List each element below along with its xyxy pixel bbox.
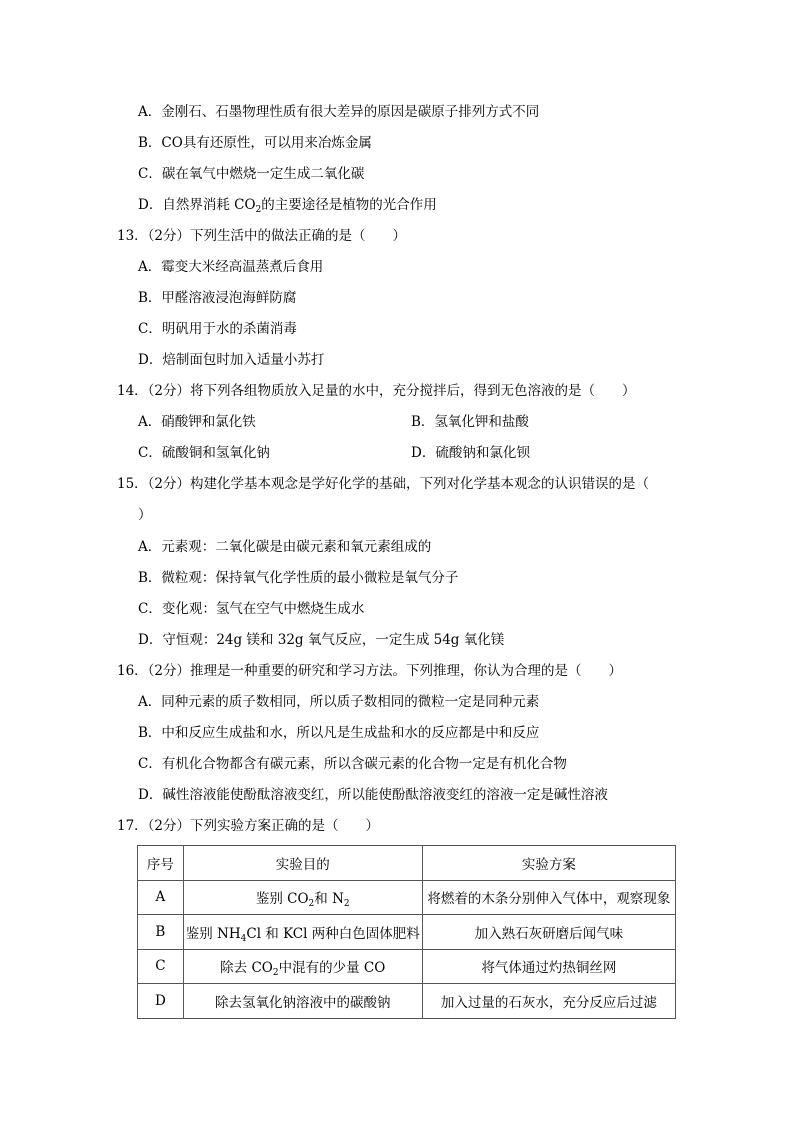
header-plan: 实验方案 bbox=[422, 846, 675, 881]
q16-stem: 16．（2分）推理是一种重要的研究和学习方法。下列推理，你认为合理的是（ ） bbox=[117, 663, 623, 679]
row-plan: 将气体通过灼热铜丝网 bbox=[422, 949, 675, 984]
q13-option-d: D．焙制面包时加入适量小苏打 bbox=[138, 352, 325, 368]
row-purpose: 除去氢氧化钠溶液中的碳酸钠 bbox=[183, 984, 422, 1019]
q15-stem-continued: ） bbox=[138, 507, 152, 523]
q15-option-a: A．元素观：二氧化碳是由碳元素和氧元素组成的 bbox=[138, 539, 432, 555]
table-row bbox=[138, 915, 676, 950]
row-purpose: 鉴别 $CO_2$和 $N_2$ bbox=[183, 880, 422, 915]
q13-stem: 13．（2分）下列生活中的做法正确的是（ ） bbox=[117, 228, 407, 244]
q12-option-c: C．碳在氧气中燃烧一定生成二氧化碳 bbox=[138, 166, 365, 182]
row-id: B bbox=[138, 915, 184, 950]
q13-option-a: A．霉变大米经高温蒸煮后食用 bbox=[138, 259, 324, 275]
q16-option-c: C．有机化合物都含有碳元素，所以含碳元素的化合物一定是有机化合物 bbox=[138, 756, 567, 772]
q15-stem: 15．（2分）构建化学基本观念是学好化学的基础，下列对化学基本观念的认识错误的是（ bbox=[117, 476, 650, 492]
q13-option-c: C．明矾用于水的杀菌消毒 bbox=[138, 321, 297, 337]
q15-option-b: B．微粒观：保持氧气化学性质的最小微粒是氧气分子 bbox=[138, 570, 459, 586]
row-plan: 加入熟石灰研磨后闻气味 bbox=[422, 915, 675, 950]
table-row bbox=[138, 949, 676, 984]
q16-option-a: A．同种元素的质子数相同，所以质子数相同的微粒一定是同种元素 bbox=[138, 694, 540, 710]
row-id: A bbox=[138, 880, 184, 915]
row-plan: 将燃着的木条分别伸入气体中，观察现象 bbox=[422, 880, 675, 915]
table-header-row bbox=[138, 846, 676, 881]
table-row bbox=[138, 880, 676, 915]
q14-stem: 14．（2分）将下列各组物质放入足量的水中，充分搅拌后，得到无色溶液的是（ ） bbox=[117, 383, 636, 399]
q14-option-c: C．硫酸铜和氢氧化钠 bbox=[138, 445, 270, 461]
row-purpose: 鉴别 $NH_4Cl$ 和 KCl 两种白色固体肥料 bbox=[183, 915, 422, 950]
q15-option-d: D．守恒观：24g 镁和 32g 氧气反应，一定生成 54g 氧化镁 bbox=[138, 632, 505, 648]
header-purpose: 实验目的 bbox=[183, 846, 422, 881]
q16-option-d: D．碱性溶液能使酚酞溶液变红，所以能使酚酞溶液变红的溶液一定是碱性溶液 bbox=[138, 787, 608, 803]
q14-option-b: B．氢氧化钾和盐酸 bbox=[411, 414, 529, 430]
row-id: D bbox=[138, 984, 184, 1019]
header-id: 序号 bbox=[138, 846, 184, 881]
q14-option-d: D．硫酸钠和氯化钡 bbox=[411, 445, 530, 461]
q12-option-b: B．CO具有还原性，可以用来冶炼金属 bbox=[138, 135, 372, 151]
q13-option-b: B．甲醛溶液浸泡海鲜防腐 bbox=[138, 290, 297, 306]
row-id: C bbox=[138, 949, 184, 984]
row-plan: 加入过量的石灰水，充分反应后过滤 bbox=[422, 984, 675, 1019]
q15-option-c: C．变化观：氢气在空气中燃烧生成水 bbox=[138, 601, 365, 617]
row-purpose: 除去 $CO_2$中混有的少量 CO bbox=[183, 949, 422, 984]
q17-stem: 17．（2分）下列实验方案正确的是（ ） bbox=[117, 818, 380, 834]
table-row bbox=[138, 984, 676, 1019]
q12-option-d: D．自然界消耗 $CO_2$的主要途径是植物的光合作用 bbox=[138, 197, 437, 215]
q12-option-a: A．金刚石、石墨物理性质有很大差异的原因是碳原子排列方式不同 bbox=[138, 104, 540, 120]
experiment-table bbox=[137, 845, 676, 1019]
q16-option-b: B．中和反应生成盐和水，所以凡是生成盐和水的反应都是中和反应 bbox=[138, 725, 540, 741]
q14-option-a: A．硝酸钾和氯化铁 bbox=[138, 414, 256, 430]
